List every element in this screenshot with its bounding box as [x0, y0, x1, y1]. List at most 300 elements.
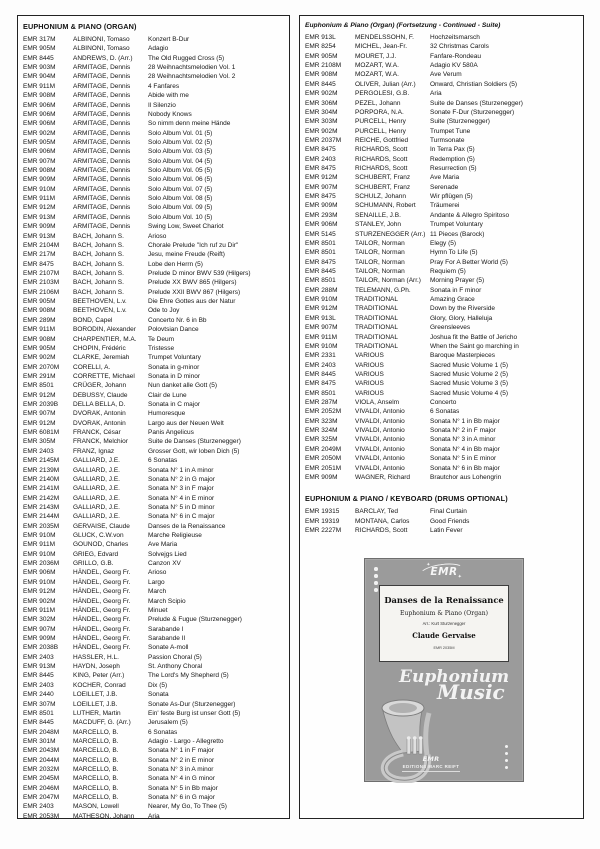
- work-title: Passion Choral (5): [148, 653, 202, 661]
- catalog-row: [23, 512, 289, 521]
- work-title: The Lord's My Shepherd (5): [148, 672, 229, 680]
- catalog-row: [305, 211, 583, 220]
- catalog-row: [23, 522, 289, 531]
- composer-name: VIVALDI, Antonio: [355, 436, 405, 444]
- work-title: Te Deum: [148, 335, 175, 343]
- composer-name: ARMITAGE, Dennis: [73, 64, 131, 72]
- catalog-number: EMR 2053M: [23, 812, 60, 819]
- composer-name: FRANCK, César: [73, 429, 121, 437]
- work-title: Konzert B-Dur: [148, 36, 190, 43]
- work-title: Sonata N° 2 in F major: [430, 427, 496, 435]
- catalog-number: EMR 910M: [23, 185, 56, 193]
- composer-name: ALBINONI, Tomaso: [73, 36, 130, 43]
- catalog-row: [23, 91, 289, 100]
- cover-instrumentation: Euphonium & Piano (Organ): [399, 610, 489, 617]
- composer-name: LUTHER, Martin: [73, 709, 121, 717]
- composer-name: ANDREWS, D. (Arr.): [73, 54, 133, 62]
- catalog-row: [23, 381, 289, 390]
- work-title: Latin Fever: [430, 526, 463, 534]
- work-title: Sonata N° 6 in C major: [148, 513, 215, 521]
- catalog-row: [23, 447, 289, 456]
- composer-name: HÄNDEL, Georg Fr.: [73, 578, 131, 586]
- work-title: When the Saint go marching in: [430, 342, 519, 350]
- catalog-row: [23, 709, 289, 718]
- composer-name: TELEMANN, G.Ph.: [355, 286, 411, 294]
- work-title: Panis Angelicus: [148, 429, 194, 437]
- composer-name: MARCELLO, B.: [73, 728, 119, 736]
- emr-logo: [365, 562, 523, 582]
- catalog-number: EMR 909M: [305, 473, 338, 481]
- catalog-row: [305, 258, 583, 267]
- work-title: Sonata: [148, 691, 169, 699]
- composer-name: MICHEL, Jean-Fr.: [355, 43, 408, 51]
- catalog-number: EMR 6081M: [23, 429, 60, 437]
- catalog-number: EMR 906M: [23, 120, 56, 128]
- composer-name: DVORAK, Antonin: [73, 410, 126, 418]
- composer-name: VARIOUS: [355, 352, 384, 360]
- work-title: Sonate F-Dur (Sturzenegger): [430, 108, 515, 116]
- catalog-row: [23, 232, 289, 241]
- catalog-number: EMR 907M: [305, 183, 338, 191]
- catalog-number: EMR 317M: [23, 36, 56, 43]
- catalog-number: EMR 2106M: [23, 288, 60, 296]
- catalog-row: [23, 175, 289, 184]
- work-title: Sonata N° 3 in F major: [148, 485, 214, 493]
- composer-name: MONTANA, Carlos: [355, 517, 410, 525]
- catalog-row: [23, 475, 289, 484]
- work-title: Jerusalem (5): [148, 719, 188, 727]
- catalog-number: EMR 905M: [23, 138, 56, 146]
- catalog-row: [305, 473, 583, 482]
- catalog-row: [23, 316, 289, 325]
- footer-emr-logo: EMR: [422, 754, 440, 763]
- catalog-row: [305, 117, 583, 126]
- catalog-row: [23, 306, 289, 315]
- composer-name: TAILOR, Norman: [355, 249, 405, 257]
- work-title: Sonata N° 1 in Bb major: [430, 417, 500, 425]
- catalog-row: [23, 353, 289, 362]
- composer-name: MASON, Lowell: [73, 803, 119, 811]
- catalog-row: [305, 342, 583, 351]
- catalog-number: EMR 2227M: [305, 526, 342, 534]
- catalog-row: [23, 587, 289, 596]
- catalog-number: EMR 909M: [305, 202, 338, 210]
- publisher-name: EDITIONS MARC REIFT: [402, 764, 460, 769]
- catalog-row: [23, 428, 289, 437]
- catalog-row: [23, 606, 289, 615]
- catalog-number: EMR 908M: [23, 167, 56, 175]
- catalog-row: [23, 700, 289, 709]
- catalog-row: [305, 526, 583, 535]
- composer-name: HÄNDEL, Georg Fr.: [73, 569, 131, 577]
- catalog-row: [305, 445, 583, 454]
- composer-name: VIOLA, Anselm: [355, 399, 400, 407]
- catalog-number: EMR 911M: [23, 82, 56, 90]
- catalog-number: EMR 2403: [23, 681, 54, 689]
- composer-name: VIVALDI, Antonio: [355, 445, 405, 453]
- composer-name: ARMITAGE, Dennis: [73, 176, 131, 184]
- composer-name: BACH, Johann S.: [73, 241, 124, 249]
- catalog-number: EMR 908M: [305, 71, 338, 79]
- work-title: Ave Verum: [430, 71, 462, 79]
- catalog-row: [305, 267, 583, 276]
- catalog-row: [23, 203, 289, 212]
- catalog-row: [305, 42, 583, 51]
- work-title: Solvejgs Lied: [148, 550, 187, 558]
- work-title: Prelude XX BWV 865 (Hilgers): [148, 279, 237, 287]
- catalog-number: EMR 910M: [23, 532, 56, 540]
- composer-name: SCHUMANN, Robert: [355, 202, 416, 210]
- catalog-number: EMR 323M: [305, 417, 338, 425]
- work-title: So nimm denn meine Hände: [148, 120, 231, 128]
- work-title: In Terra Pax (5): [430, 146, 475, 154]
- catalog-number: EMR 911M: [23, 606, 56, 614]
- catalog-row: [305, 351, 583, 360]
- work-title: Aria: [148, 812, 160, 819]
- catalog-number: EMR 8475: [305, 165, 336, 173]
- catalog-number: EMR 907M: [305, 324, 338, 332]
- catalog-number: EMR 908M: [23, 307, 56, 315]
- catalog-number: EMR 2107M: [23, 269, 60, 277]
- work-title: Prelude & Fugue (Sturzenegger): [148, 616, 242, 624]
- section-title-keyboard: EUPHONIUM & PIANO / KEYBOARD (DRUMS OPTIONAL): [305, 494, 508, 504]
- series-word-2: Music: [437, 680, 505, 704]
- catalog-row: [23, 802, 289, 811]
- composer-name: KOCHER, Conrad: [73, 681, 126, 689]
- work-title: Sonata in D minor: [148, 372, 201, 380]
- composer-name: PEZEL, Johann: [355, 99, 401, 107]
- work-title: Arioso: [148, 569, 167, 577]
- composer-name: TRADITIONAL: [355, 333, 398, 341]
- catalog-row: [23, 812, 289, 819]
- work-title: Abide with me: [148, 92, 189, 100]
- work-title: Solo Album Vol. 03 (5): [148, 148, 213, 156]
- composer-name: MATHESON, Johann: [73, 812, 135, 819]
- composer-name: GERVAISE, Claude: [73, 522, 130, 530]
- composer-name: BORODIN, Alexander: [73, 326, 136, 334]
- composer-name: CORELLI, A.: [73, 363, 111, 371]
- work-title: Marche Religieuse: [148, 532, 202, 540]
- work-title: Arioso: [148, 232, 167, 240]
- work-title: Sonata N° 5 in Bb major: [148, 784, 218, 792]
- work-title: Elegy (5): [430, 239, 457, 247]
- continued-section-box: [299, 15, 584, 819]
- continued-rows: [300, 33, 583, 482]
- catalog-row: [305, 389, 583, 398]
- catalog-number: EMR 2108M: [305, 62, 342, 70]
- work-title: 28 Weihnachtsmelodien Vol. 2: [148, 73, 236, 81]
- dot-icon: [374, 588, 378, 592]
- work-title: Sonata N° 2 in G major: [148, 475, 215, 483]
- catalog-row: [305, 323, 583, 332]
- catalog-number: EMR 293M: [305, 211, 338, 219]
- catalog-number: EMR 909M: [23, 635, 56, 642]
- composer-name: FRANZ, Ignaz: [73, 447, 115, 455]
- catalog-number: EMR 912M: [23, 204, 56, 212]
- catalog-number: EMR 8445: [23, 672, 54, 680]
- catalog-row: [23, 129, 289, 138]
- catalog-row: [23, 690, 289, 699]
- catalog-number: EMR 306M: [305, 99, 338, 107]
- catalog-number: EMR 2032M: [23, 766, 60, 774]
- work-title: 4 Fanfares: [148, 82, 180, 90]
- composer-name: HÄNDEL, Georg Fr.: [73, 625, 131, 633]
- cover-dots-right: [505, 745, 509, 770]
- work-title: Ein' feste Burg ist unser Gott (5): [148, 709, 241, 717]
- catalog-row: [305, 417, 583, 426]
- catalog-number: EMR 2052M: [305, 408, 342, 416]
- work-title: Il Silenzio: [148, 101, 176, 109]
- work-title: Chorale Prelude "Ich ruf zu Dir": [148, 241, 239, 249]
- catalog-row: [305, 379, 583, 388]
- catalog-number: EMR 8445: [305, 370, 336, 378]
- work-title: Sonata N° 2 in E minor: [148, 756, 215, 764]
- work-title: Morning Prayer (5): [430, 277, 485, 285]
- catalog-row: [23, 269, 289, 278]
- catalog-number: EMR 2144M: [23, 513, 60, 521]
- catalog-row: [305, 248, 583, 257]
- catalog-row: [305, 276, 583, 285]
- composer-name: HAYDN, Joseph: [73, 663, 120, 671]
- catalog-row: [305, 220, 583, 229]
- catalog-number: EMR 905M: [23, 45, 56, 53]
- composer-name: VIVALDI, Antonio: [355, 464, 405, 472]
- keyboard-rows: [300, 507, 583, 535]
- catalog-row: [23, 728, 289, 737]
- catalog-row: [23, 765, 289, 774]
- catalog-row: [23, 793, 289, 802]
- catalog-row: [23, 363, 289, 372]
- work-title: Sarabande I: [148, 625, 184, 633]
- catalog-number: EMR 8501: [23, 382, 54, 390]
- catalog-row: [23, 35, 289, 44]
- composer-name: STANLEY, John: [355, 221, 402, 229]
- catalog-number: EMR 908M: [23, 335, 56, 343]
- work-title: Suite (Sturzenegger): [430, 118, 490, 126]
- work-title: Nearer, My Go, To Thee (5): [148, 803, 227, 811]
- composer-name: VIVALDI, Antonio: [355, 455, 405, 463]
- work-title: Amazing Grace: [430, 296, 475, 304]
- catalog-row: [23, 101, 289, 110]
- work-title: 6 Sonatas: [148, 728, 178, 736]
- composer-name: GALLIARD, J.E.: [73, 485, 120, 493]
- composer-name: HÄNDEL, Georg Fr.: [73, 644, 131, 652]
- catalog-number: EMR 8475: [305, 380, 336, 388]
- catalog-row: [23, 110, 289, 119]
- work-title: Pray For A Better World (5): [430, 258, 508, 266]
- catalog-number: EMR 2104M: [23, 241, 60, 249]
- catalog-number: EMR 303M: [305, 118, 338, 126]
- composer-name: WAGNER, Richard: [355, 473, 411, 481]
- composer-name: BACH, Johann S.: [73, 260, 124, 268]
- composer-name: MOZART, W.A.: [355, 62, 399, 70]
- catalog-row: [305, 145, 583, 154]
- work-title: Andante & Allegro Spiritoso: [430, 211, 510, 219]
- work-title: Dix (5): [148, 681, 168, 689]
- catalog-number: EMR 2035M: [23, 522, 60, 530]
- composer-name: DELLA BELLA, D.: [73, 401, 126, 409]
- catalog-number: EMR 2145M: [23, 457, 60, 465]
- work-title: St. Anthony Choral: [148, 663, 203, 671]
- catalog-number: EMR 305M: [23, 438, 56, 446]
- composer-name: GALLIARD, J.E.: [73, 457, 120, 465]
- catalog-row: [23, 531, 289, 540]
- catalog-row: [305, 239, 583, 248]
- catalog-row: [23, 63, 289, 72]
- catalog-row: [305, 108, 583, 117]
- catalog-row: [23, 241, 289, 250]
- work-title: Adagio - Largo - Allegretto: [148, 737, 224, 745]
- catalog-number: EMR 288M: [305, 286, 338, 294]
- work-title: Sonata N° 4 in G minor: [148, 775, 215, 783]
- catalog-number: EMR 2038B: [23, 644, 59, 652]
- catalog-number: EMR 911M: [23, 195, 56, 203]
- work-title: Swing Low, Sweet Chariot: [148, 223, 224, 231]
- catalog-number: EMR 8254: [305, 43, 336, 51]
- work-title: Good Friends: [430, 517, 470, 525]
- cover-work-title: Danses de la Renaissance: [384, 595, 504, 605]
- catalog-row: [23, 540, 289, 549]
- composer-name: BARCLAY, Ted: [355, 508, 398, 516]
- composer-name: TRADITIONAL: [355, 314, 398, 322]
- catalog-number: EMR 302M: [23, 616, 56, 624]
- work-title: Requiem (5): [430, 267, 466, 275]
- catalog-number: EMR 289M: [23, 316, 56, 324]
- catalog-row: [23, 625, 289, 634]
- work-title: Largo: [148, 578, 165, 586]
- catalog-number: EMR 8445: [23, 54, 54, 62]
- catalog-number: EMR 909M: [23, 223, 56, 231]
- catalog-row: [305, 435, 583, 444]
- catalog-number: EMR 8445: [305, 267, 336, 275]
- cover-arranger: Arr.: Kurt Sturzenegger: [422, 621, 466, 626]
- series-word-1: Euphonium: [399, 667, 510, 687]
- work-title: Sonata in F minor: [430, 286, 482, 294]
- dot-icon: [505, 759, 509, 763]
- work-title: Sonata N° 6 in G major: [148, 794, 215, 802]
- composer-name: MARCELLO, B.: [73, 737, 119, 745]
- composer-name: OLIVER, Julian (Arr.): [355, 80, 416, 88]
- work-title: Resurrection (5): [430, 165, 477, 173]
- composer-name: VARIOUS: [355, 361, 384, 369]
- composer-name: CLARKE, Jeremiah: [73, 354, 130, 362]
- work-title: Solo Album Vol. 05 (5): [148, 167, 213, 175]
- catalog-number: EMR 287M: [305, 399, 338, 407]
- composer-name: RICHARDS, Scott: [355, 155, 408, 163]
- composer-name: KING, Peter (Arr.): [73, 672, 125, 680]
- composer-name: ARMITAGE, Dennis: [73, 223, 131, 231]
- catalog-number: EMR 2047M: [23, 794, 60, 802]
- work-title: Trumpet Voluntary: [430, 221, 483, 229]
- catalog-row: [305, 127, 583, 136]
- work-title: Aria: [430, 90, 442, 98]
- catalog-number: EMR 324M: [305, 427, 338, 435]
- composer-name: LOEILLET, J.B.: [73, 700, 118, 708]
- work-title: Die Ehre Gottes aus der Natur: [148, 298, 236, 306]
- composer-name: TRADITIONAL: [355, 296, 398, 304]
- composer-name: VIVALDI, Antonio: [355, 417, 405, 425]
- composer-name: GALLIARD, J.E.: [73, 494, 120, 502]
- composer-name: ALBINONI, Tomaso: [73, 45, 130, 53]
- catalog-row: [305, 52, 583, 61]
- composer-name: CORRETTE, Michael: [73, 372, 135, 380]
- catalog-row: [305, 314, 583, 323]
- catalog-number: EMR 19319: [305, 517, 340, 525]
- work-title: 32 Christmas Carols: [430, 43, 489, 51]
- composer-name: TAILOR, Norman: [355, 239, 405, 247]
- work-title: Ode to Joy: [148, 307, 180, 315]
- catalog-row: [305, 464, 583, 473]
- work-title: Sonate A-moll: [148, 644, 189, 652]
- composer-name: GRIEG, Edvard: [73, 550, 119, 558]
- composer-name: LOEILLET, J.B.: [73, 691, 118, 699]
- work-title: Sonata N° 5 in E minor: [430, 455, 497, 463]
- composer-name: ARMITAGE, Dennis: [73, 129, 131, 137]
- work-title: Sonata in g-minor: [148, 363, 200, 371]
- catalog-row: [23, 466, 289, 475]
- work-title: Träumerei: [430, 202, 460, 210]
- catalog-row: [305, 164, 583, 173]
- composer-name: MENDELSSOHN, F.: [355, 34, 414, 41]
- work-title: Down by the Riverside: [430, 305, 496, 313]
- catalog-row: [23, 335, 289, 344]
- album-cover: [364, 558, 524, 782]
- work-title: Sacred Music Volume 2 (5): [430, 370, 509, 378]
- work-title: Trumpet Voluntary: [148, 354, 201, 362]
- catalog-number: EMR 912M: [23, 419, 56, 427]
- work-title: Sacred Music Volume 1 (5): [430, 361, 509, 369]
- catalog-row: [23, 278, 289, 287]
- composer-name: REICHE, Gottfried: [355, 136, 409, 144]
- catalog-number: EMR 5145: [305, 230, 336, 238]
- catalog-row: [305, 61, 583, 70]
- catalog-row: [305, 201, 583, 210]
- composer-name: SCHUBERT, Franz: [355, 174, 411, 182]
- catalog-row: [305, 398, 583, 407]
- composer-name: TRADITIONAL: [355, 324, 398, 332]
- catalog-row: [305, 33, 583, 42]
- composer-name: VARIOUS: [355, 370, 384, 378]
- catalog-number: EMR 902M: [23, 354, 56, 362]
- composer-name: DVORAK, Antonin: [73, 419, 126, 427]
- catalog-row: [23, 503, 289, 512]
- composer-name: HASSLER, H.L.: [73, 653, 119, 661]
- work-title: March Scipio: [148, 597, 186, 605]
- work-title: Adagio KV 580A: [430, 62, 478, 70]
- composer-name: RICHARDS, Scott: [355, 526, 408, 534]
- catalog-row: [23, 54, 289, 63]
- catalog-row: [23, 44, 289, 53]
- catalog-row: [23, 260, 289, 269]
- catalog-number: EMR 2048M: [23, 728, 60, 736]
- composer-name: MACDUFF, G. (Arr.): [73, 719, 131, 727]
- composer-name: GALLIARD, J.E.: [73, 503, 120, 511]
- work-title: Sonata N° 1 in F major: [148, 747, 214, 755]
- catalog-row: [23, 756, 289, 765]
- catalog-row: [305, 192, 583, 201]
- catalog-number: EMR 8475: [305, 258, 336, 266]
- work-title: Concerto: [430, 399, 457, 407]
- catalog-number: EMR 8501: [23, 709, 54, 717]
- catalog-row: [305, 333, 583, 342]
- composer-name: ARMITAGE, Dennis: [73, 213, 131, 221]
- catalog-number: EMR 8501: [305, 389, 336, 397]
- work-title: March: [148, 588, 167, 596]
- catalog-row: [23, 653, 289, 662]
- catalog-number: EMR 911M: [23, 541, 56, 549]
- catalog-number: EMR 2403: [23, 653, 54, 661]
- work-title: Suite de Danses (Sturzenegger): [430, 99, 523, 107]
